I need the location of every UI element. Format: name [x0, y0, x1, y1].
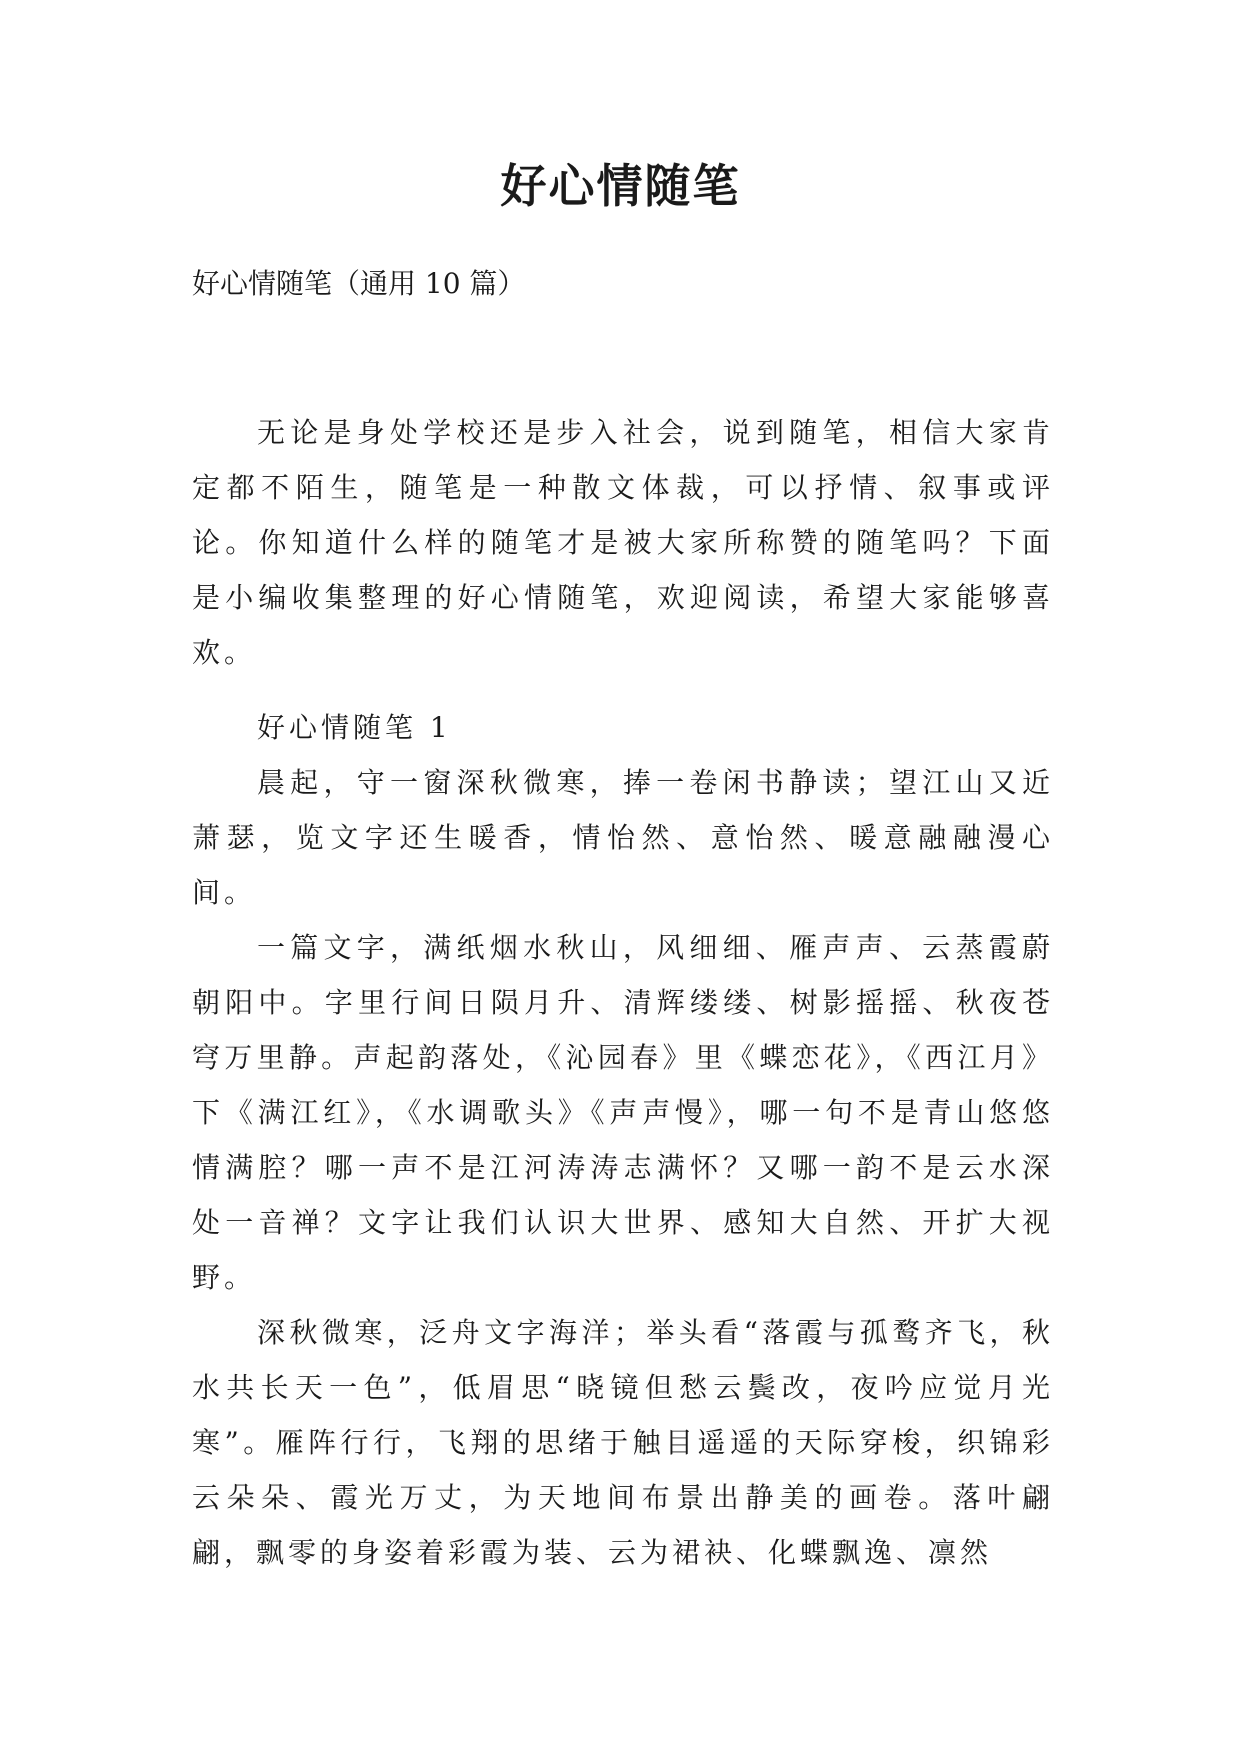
section-heading: 好心情随笔 1	[257, 711, 452, 744]
intro-block	[192, 405, 1054, 680]
document-title: 好心情随笔	[500, 159, 741, 213]
article-paragraph: 一篇文字，满纸烟水秋山，风细细、雁声声、云蒸霞蔚朝阳中。字里行间日陨月升、清辉缕缕、树影摇摇、秋夜苍穹万里静。声起韵落处，《沁园春》里《蝶恋花》，《西江月》下《满江红》，《水调歌头》《声声慢》，哪一句不是青山悠悠情满腔？哪一声不是江河涛涛志满怀？又哪一韵不是云水深处一音禅？文字让我们认识大世界、感知大自然、开扩大视野。	[192, 931, 1054, 1294]
document-subtitle: 好心情随笔（通用 10 篇）	[192, 267, 526, 300]
article-block	[192, 700, 1054, 1580]
article-paragraph: 晨起，守一窗深秋微寒，捧一卷闲书静读；望江山又近萧瑟，览文字还生暖香，情怡然、意怡然、暖意融融漫心间。	[192, 766, 1054, 909]
intro-paragraph: 无论是身处学校还是步入社会，说到随笔，相信大家肯定都不陌生，随笔是一种散文体裁，可以抒情、叙事或评论。你知道什么样的随笔才是被大家所称赞的随笔吗？下面是小编收集整理的好心情随笔，欢迎阅读，希望大家能够喜欢。	[192, 416, 1054, 669]
article-paragraph: 深秋微寒，泛舟文字海洋；举头看“落霞与孤鹜齐飞，秋水共长天一色”，低眉思“晓镜但愁云鬓改，夜吟应觉月光寒”。雁阵行行，飞翔的思绪于触目遥遥的天际穿梭，织锦彩云朵朵、霞光万丈，为天地间布景出静美的画卷。落叶翩翩，飘零的身姿着彩霞为装、云为裙袂、化蝶飘逸、凛然	[192, 1316, 1054, 1569]
